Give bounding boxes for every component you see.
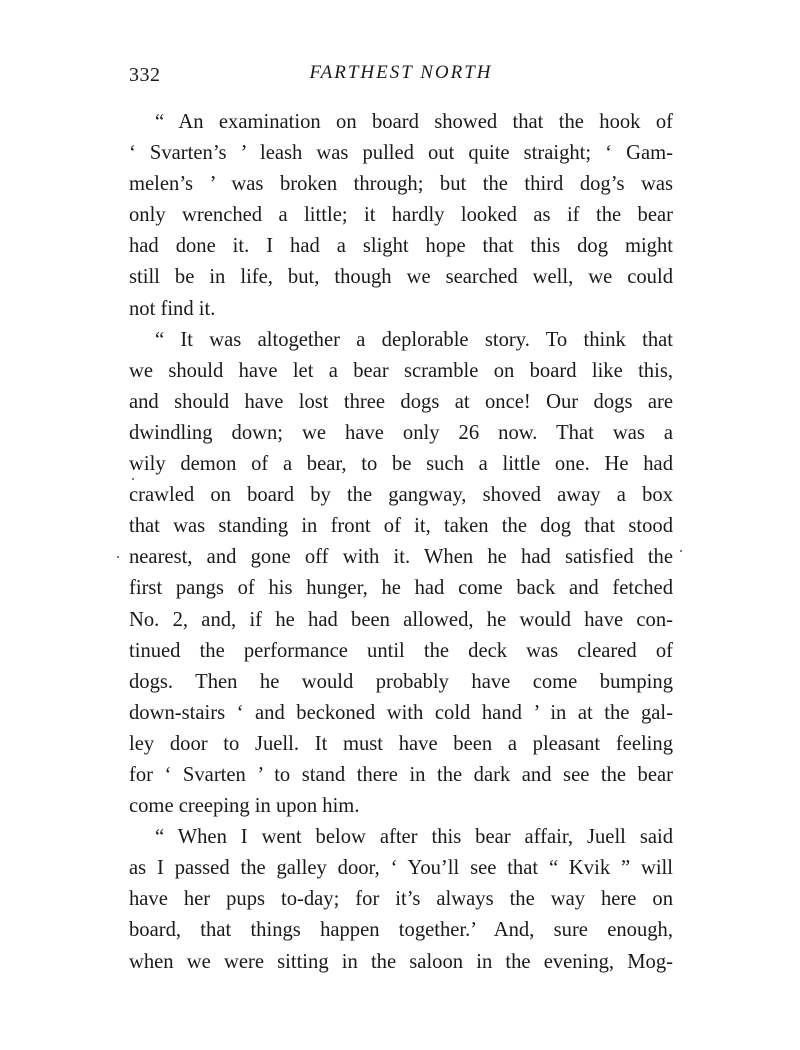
- page-header: [129, 60, 673, 96]
- page-number: 332: [129, 64, 161, 86]
- text-line: No. 2, and, if he had been allowed, he would have con-: [129, 608, 673, 631]
- text-line: “ When I went below after this bear affair, Juell said: [155, 826, 673, 849]
- text-line: for ‘ Svarten ’ to stand there in the dark and see the bear: [129, 763, 673, 786]
- text-line: had done it. I had a slight hope that this dog might: [129, 235, 673, 258]
- text-line: first pangs of his hunger, he had come back and fetched: [129, 577, 673, 600]
- text-line: come creeping in upon him.: [129, 795, 360, 818]
- text-line: and should have lost three dogs at once! Our dogs are: [129, 390, 673, 413]
- text-line: when we were sitting in the saloon in the evening, Mog-: [129, 950, 673, 973]
- running-head: FARTHEST NORTH: [309, 62, 493, 83]
- text-line: “ It was altogether a deplorable story. To think that: [155, 328, 673, 351]
- text-line: wily demon of a bear, to be such a little one. He had: [129, 453, 673, 476]
- text-line: have her pups to-day; for it’s always the way here on: [129, 888, 673, 911]
- text-line: ‘ Svarten’s ’ leash was pulled out quite straight; ‘ Gam-: [129, 142, 673, 165]
- text-line: melen’s ’ was broken through; but the third dog’s was: [129, 173, 673, 196]
- paragraph-1: [129, 107, 673, 325]
- text-line: still be in life, but, though we searched well, we could: [129, 266, 673, 289]
- text-line: that was standing in front of it, taken the dog that stood: [129, 515, 673, 538]
- scan-speck: [117, 556, 119, 558]
- paragraph-2: [129, 325, 673, 823]
- text-line: board, that things happen together.’ And, sure enough,: [129, 919, 673, 942]
- paragraph-3: [129, 822, 673, 977]
- text-line: dwindling down; we have only 26 now. That was a: [129, 421, 673, 444]
- scan-speck: [680, 550, 682, 552]
- body-text: [129, 107, 673, 978]
- text-line: nearest, and gone off with it. When he had satisfied the: [129, 546, 673, 569]
- text-line: only wrenched a little; it hardly looked as if the bear: [129, 204, 673, 227]
- text-line: not find it.: [129, 297, 216, 320]
- scan-speck: [132, 478, 134, 480]
- text-line: down-stairs ‘ and beckoned with cold hand ’ in at the gal-: [129, 701, 673, 724]
- text-line: crawled on board by the gangway, shoved away a box: [129, 484, 673, 507]
- text-line: tinued the performance until the deck was cleared of: [129, 639, 673, 662]
- text-line: dogs. Then he would probably have come bumping: [129, 670, 673, 693]
- text-line: we should have let a bear scramble on board like this,: [129, 359, 673, 382]
- text-line: ley door to Juell. It must have been a pleasant feeling: [129, 732, 673, 755]
- text-line: as I passed the galley door, ‘ You’ll see that “ Kvik ” will: [129, 857, 673, 880]
- text-line: “ An examination on board showed that the hook of: [155, 111, 673, 133]
